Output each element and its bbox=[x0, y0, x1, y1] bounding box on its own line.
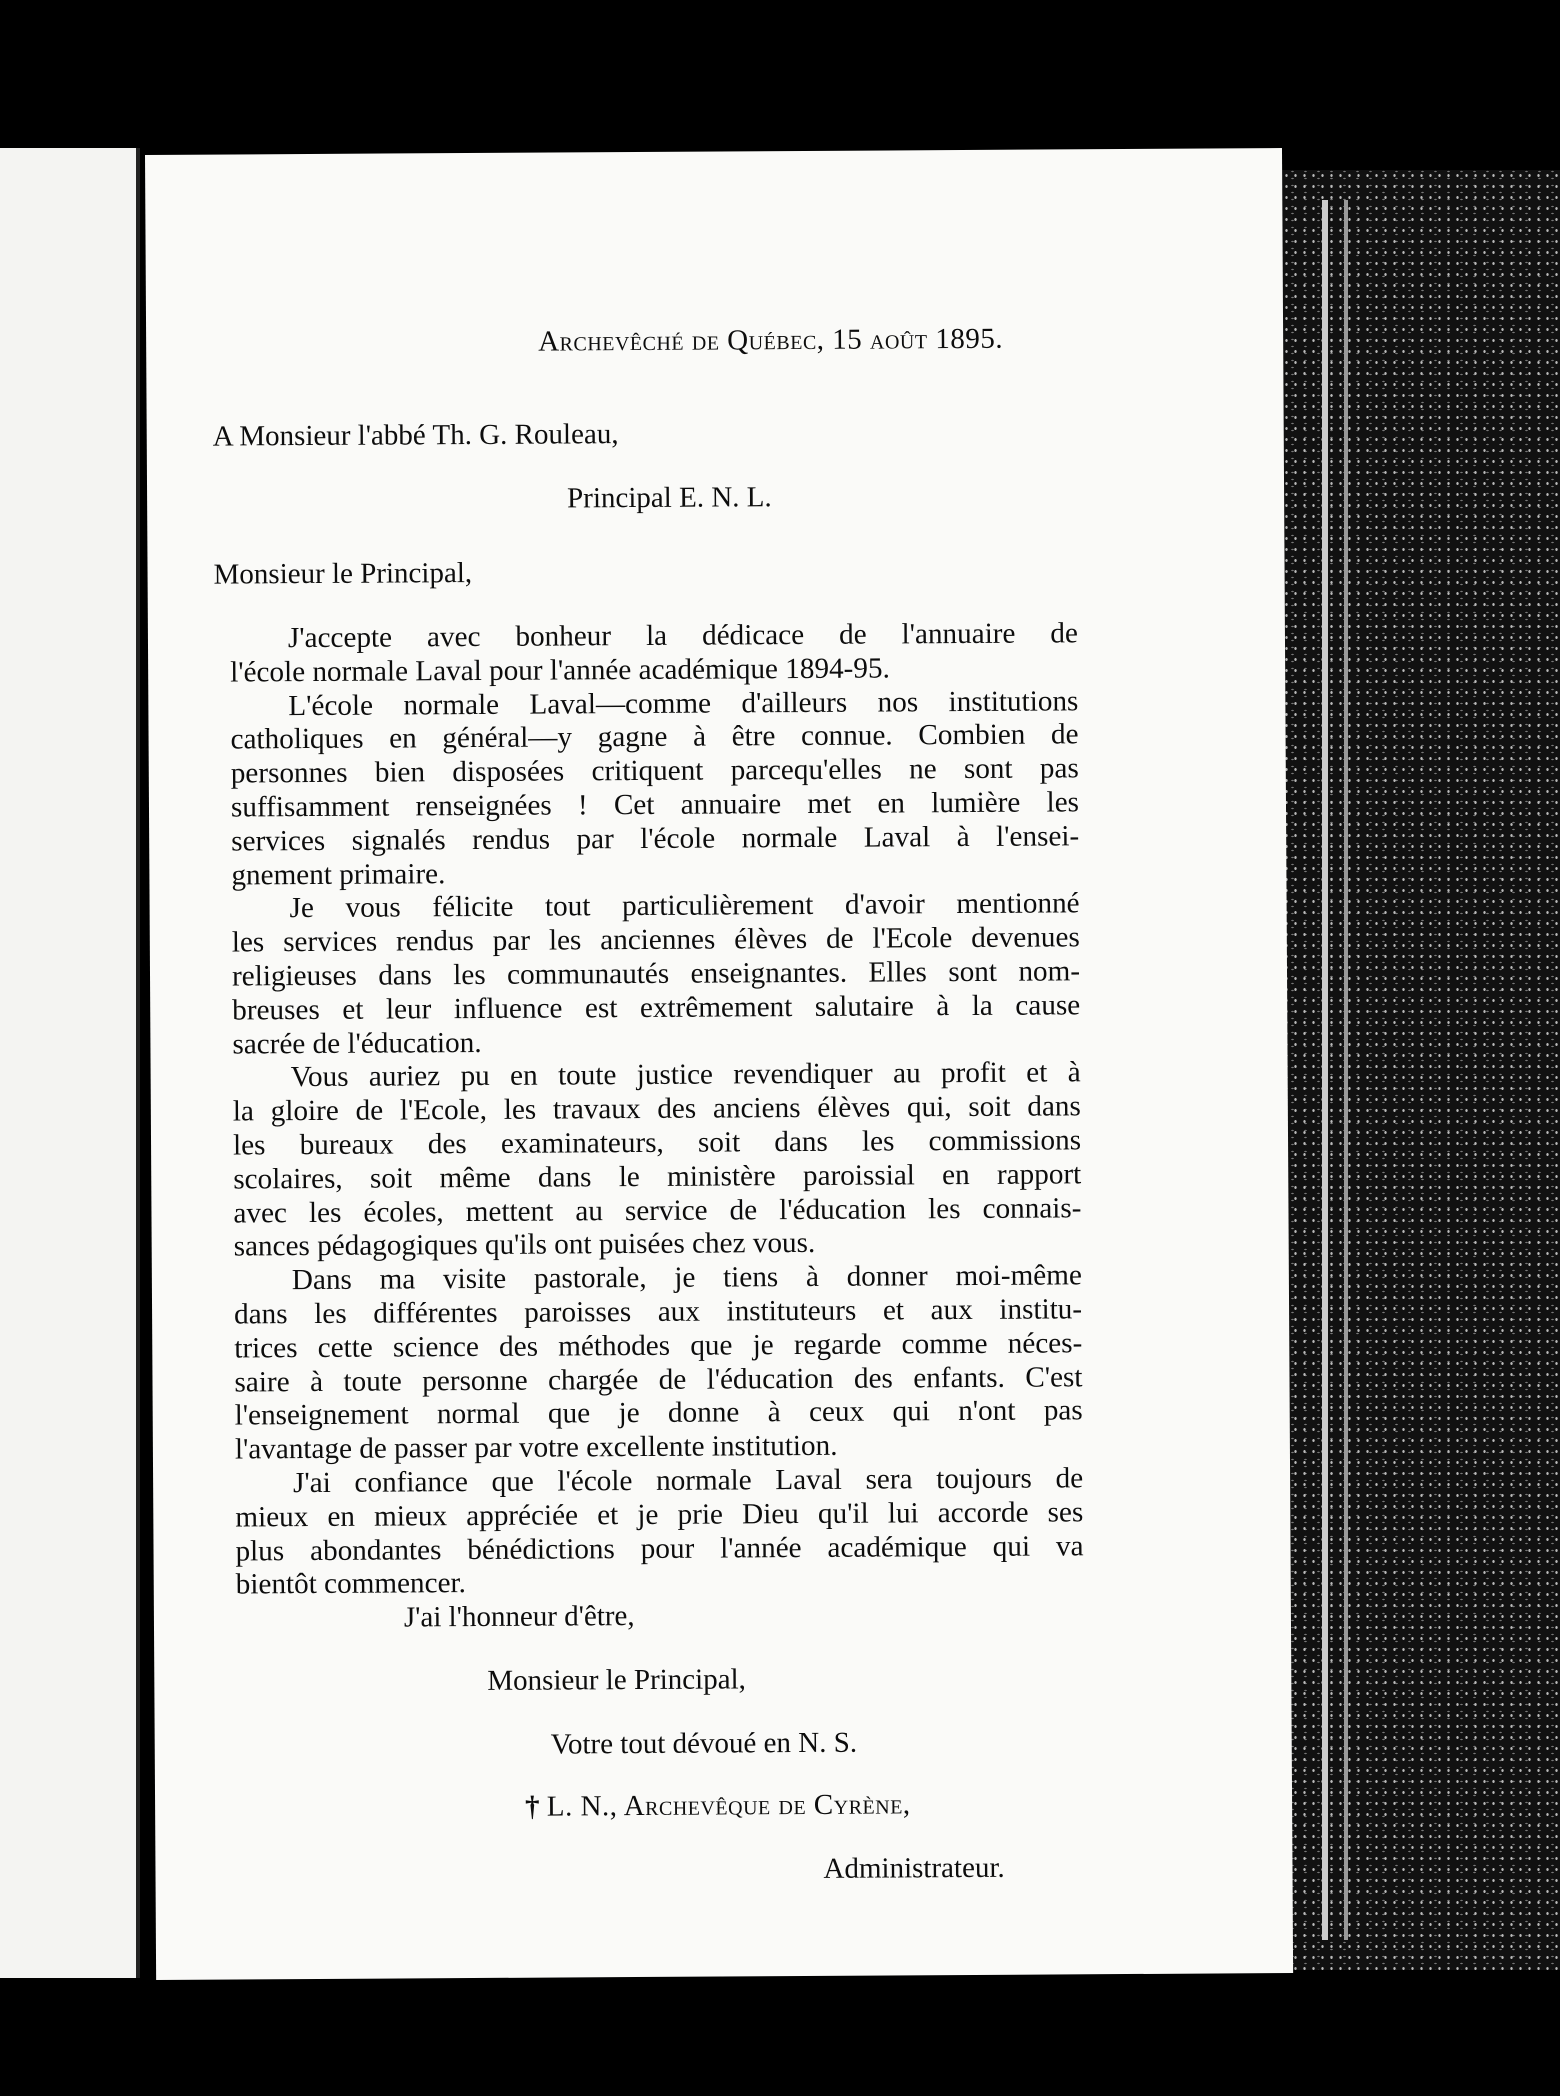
body-line: scolaires, soit même dans le ministère paroissial en rapport bbox=[233, 1158, 1082, 1196]
body-line: Dans ma visite pastorale, je tiens à donner moi-même bbox=[291, 1259, 1082, 1297]
closing-line-1: J'ai l'honneur d'être, bbox=[403, 1600, 635, 1634]
body-line: dans les différentes paroisses aux instituteurs et aux institu- bbox=[233, 1293, 1083, 1331]
body-line: trices cette science des méthodes que je regarde comme néces- bbox=[234, 1327, 1083, 1365]
letter-page bbox=[145, 148, 1293, 1980]
signature: L. N., Archevêque de Cyrène, bbox=[546, 1788, 911, 1823]
body-line: suffisamment renseignées ! Cet annuaire met en lumière les bbox=[230, 786, 1080, 824]
body-line: gnement primaire. bbox=[231, 857, 446, 892]
body-line: l'enseignement normal que je donne à ceux qui n'ont pas bbox=[234, 1394, 1083, 1432]
body-line: l'école normale Laval pour l'année académique 1894-95. bbox=[230, 652, 890, 689]
body-line: J'ai confiance que l'école normale Laval sera toujours de bbox=[293, 1462, 1084, 1500]
cross-symbol: † bbox=[524, 1790, 540, 1823]
body-line: Je vous félicite tout particulièrement d'avoir mentionné bbox=[289, 887, 1080, 925]
body-line: services signalés rendus par l'école normale Laval à l'ensei- bbox=[231, 820, 1080, 858]
body-line: la gloire de l'Ecole, les travaux des anciens élèves qui, soit dans bbox=[232, 1090, 1081, 1128]
facing-page-edge bbox=[0, 148, 140, 1978]
letter-body bbox=[230, 617, 1084, 1602]
closing-line-2: Monsieur le Principal, bbox=[487, 1663, 746, 1697]
body-line: religieuses dans les communautés enseignantes. Elles sont nom- bbox=[231, 955, 1081, 993]
body-line: catholiques en général—y gagne à être connue. Combien de bbox=[230, 718, 1079, 756]
book-edge-right bbox=[1282, 170, 1560, 1970]
body-line: les services rendus par les anciennes élèves de l'Ecole devenues bbox=[231, 921, 1080, 959]
dateline: Archevêché de Québec, 15 août 1895. bbox=[538, 322, 1004, 358]
body-line: saire à toute personne chargée de l'éducation des enfants. C'est bbox=[234, 1360, 1083, 1399]
body-line: l'avantage de passer par votre excellente institution. bbox=[234, 1429, 838, 1466]
body-line: plus abondantes bénédictions pour l'année académique qui va bbox=[235, 1529, 1084, 1567]
body-line: mieux en mieux appréciée et je prie Dieu qu'il lui accorde ses bbox=[235, 1496, 1084, 1534]
body-line: personnes bien disposées critiquent parcequ'elles ne sont pas bbox=[230, 752, 1079, 790]
body-line: L'école normale Laval—comme d'ailleurs nos institutions bbox=[288, 684, 1079, 722]
body-line: breuses et leur influence est extrêmement salutaire à la cause bbox=[232, 989, 1081, 1027]
addressee-line-2: Principal E. N. L. bbox=[567, 481, 772, 515]
body-line: Vous auriez pu en toute justice revendiquer au profit et à bbox=[290, 1056, 1081, 1094]
signature-title: Administrateur. bbox=[823, 1851, 1005, 1885]
body-line: avec les écoles, mettent au service de l'éducation les connais- bbox=[233, 1191, 1082, 1230]
signature-line bbox=[525, 1790, 911, 1821]
salutation: Monsieur le Principal, bbox=[213, 557, 473, 591]
addressee-line-1: A Monsieur l'abbé Th. G. Rouleau, bbox=[212, 418, 619, 453]
closing-line-3: Votre tout dévoué en N. S. bbox=[550, 1726, 858, 1761]
body-line: les bureaux des examinateurs, soit dans les commissions bbox=[232, 1124, 1082, 1162]
body-line: bientôt commencer. bbox=[235, 1567, 467, 1601]
body-line: J'accepte avec bonheur la dédicace de l'annuaire de bbox=[287, 617, 1079, 655]
body-line: sacrée de l'éducation. bbox=[232, 1026, 482, 1061]
body-line: sances pédagogiques qu'ils ont puisées chez vous. bbox=[233, 1227, 816, 1263]
